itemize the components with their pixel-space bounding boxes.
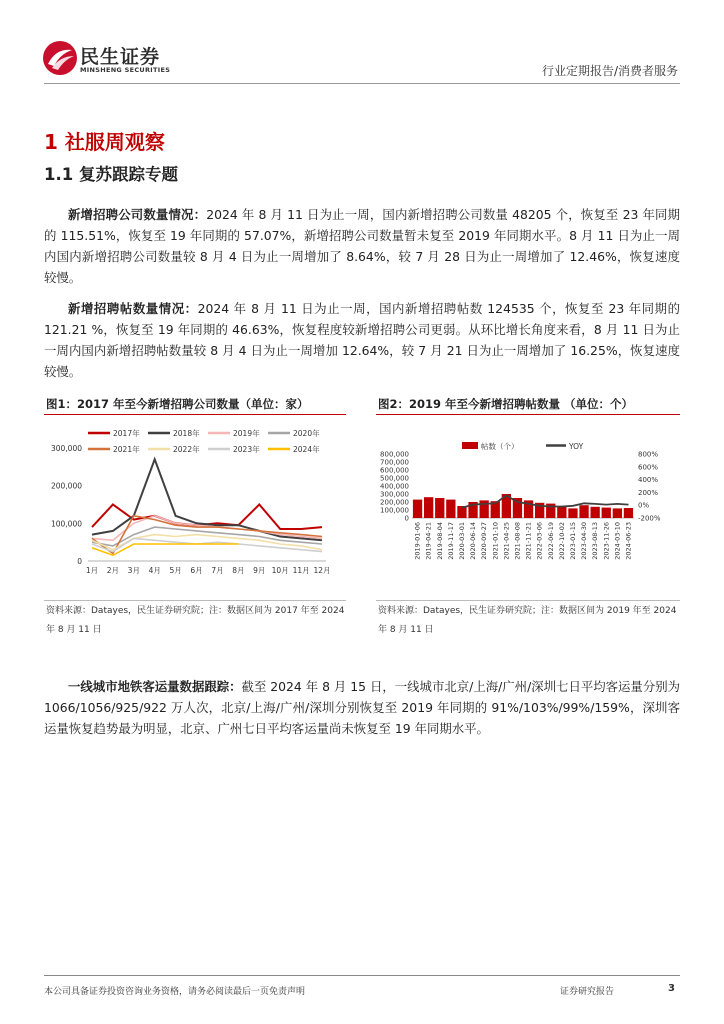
figure2-source-line: 资料来源：Datayes，民生证券研究院；注：数据区间为 2019 年至 2024 — [378, 606, 677, 616]
x-tick-label: 10月 — [271, 566, 289, 575]
legend-label: 2018年 — [173, 429, 200, 438]
y-tick-label: 400,000 — [380, 482, 409, 491]
x-tick-label: 2019-04-21 — [424, 522, 433, 560]
x-tick-label: 2023-11-26 — [602, 522, 611, 560]
x-tick-label: 4月 — [148, 566, 161, 575]
footer-disclaimer: 本公司具备证券投资咨询业务资格，请务必阅读最后一页免责声明 — [44, 987, 306, 997]
paragraph-body: 截至 2024 年 8 月 15 日，一线城市北京/上海/广州/深圳七日平均客运量分别为 1066/1056/925/922 万人次，北京/上海/广州/深圳分别恢复至 2019 年同期的 91%/103%/99%/159%，深圳客运量恢复趋势最为明显，北京、广州七日平均客运量尚未恢复至 19 年同期水平。 — [44, 679, 681, 736]
x-tick-label: 11月 — [292, 566, 310, 575]
y-tick-label: 0 — [77, 557, 82, 566]
y-tick-label: 700,000 — [380, 458, 409, 467]
figure1-chart — [44, 424, 344, 596]
bar — [435, 498, 444, 518]
y2-tick-label: 400% — [638, 476, 659, 485]
paragraph-lead: 一线城市地铁客运量数据跟踪： — [68, 679, 242, 694]
x-tick-label: 1月 — [85, 566, 99, 575]
legend-swatch — [462, 442, 478, 449]
y-tick-label: 200,000 — [50, 481, 82, 491]
x-tick-label: 2022-03-06 — [535, 522, 544, 560]
x-tick-label: 2020-09-27 — [480, 522, 489, 560]
y2-tick-label: 600% — [638, 463, 659, 472]
x-tick-label: 2022-06-19 — [546, 522, 555, 560]
figure2-bottom-rule — [376, 600, 680, 601]
x-tick-label: 7月 — [211, 566, 224, 575]
legend-label: 2021年 — [113, 445, 140, 454]
legend-label: 2023年 — [233, 445, 260, 454]
figure2-chart — [376, 424, 680, 596]
subsection-title: 1.1 复苏跟踪专题 — [44, 165, 178, 184]
report-type: 行业定期报告/消费者服务 — [541, 64, 678, 78]
x-tick-label: 2月 — [106, 566, 120, 575]
x-tick-label: 2021-08-08 — [513, 522, 522, 560]
x-tick-label: 2021-11-21 — [524, 522, 533, 560]
footer-divider — [44, 975, 680, 976]
x-tick-label: 2020-03-01 — [458, 522, 466, 560]
figure1-source-line: 年 8 月 11 日 — [46, 625, 102, 635]
legend-label: YOY — [569, 442, 584, 451]
x-tick-label: 2020-06-14 — [469, 522, 477, 560]
x-tick-label: 2019-08-04 — [435, 522, 444, 560]
y2-tick-label: -200% — [638, 514, 661, 523]
x-tick-label: 2023-04-30 — [580, 522, 589, 560]
paragraph-company-count — [44, 204, 680, 288]
page-number: 3 — [668, 983, 675, 994]
bar — [413, 500, 422, 518]
paragraph-body: 2024 年 8 月 11 日为止一周，国内新增招聘公司数量 48205 个，恢复至 23 年同期的 115.51%，恢复至 19 年同期的 57.07%，新增招聘公司数量暂未复至 2019 年同期水平。8 月 11 日为止一周内国内新增招聘公司数量较 8 月 4 日为止一周增加了 8.64%，较 7 月 28 日为止一周增加了 12.46%，恢复速度较慢。 — [44, 207, 680, 285]
x-tick-label: 2024-06-23 — [624, 522, 633, 560]
y2-tick-label: 200% — [638, 488, 659, 497]
legend-label: 2020年 — [293, 429, 320, 438]
y-tick-label: 100,000 — [380, 506, 409, 515]
bar — [446, 500, 455, 518]
bar — [557, 506, 566, 518]
figure2-title: 图2：2019 年至今新增招聘帖数量 （单位：个） — [378, 397, 634, 411]
x-tick-label: 2023-08-13 — [591, 522, 600, 560]
x-tick-label: 6月 — [190, 566, 203, 575]
x-tick-label: 2019-01-06 — [413, 522, 422, 560]
bar — [568, 508, 577, 518]
x-tick-label: 12月 — [313, 566, 331, 575]
y-tick-label: 0 — [404, 514, 409, 523]
x-tick-label: 2024-03-10 — [613, 522, 622, 560]
figure1-bottom-rule — [44, 600, 346, 601]
legend-label: 2019年 — [233, 429, 260, 438]
x-tick-label: 8月 — [232, 566, 245, 575]
bar — [579, 505, 588, 518]
x-tick-label: 3月 — [127, 566, 140, 575]
paragraph-metro — [44, 676, 680, 739]
x-tick-label: 2022-10-02 — [557, 522, 566, 560]
bar — [424, 497, 433, 518]
x-tick-label: 2023-01-15 — [569, 522, 577, 560]
paragraph-lead: 新增招聘帖数量情况： — [68, 301, 198, 316]
minsheng-logo-icon — [42, 40, 78, 76]
figure2-source-line: 年 8 月 11 日 — [378, 625, 434, 635]
y-tick-label: 600,000 — [380, 466, 409, 475]
y-tick-label: 200,000 — [380, 498, 409, 507]
y-tick-label: 300,000 — [380, 490, 409, 499]
legend-label: 2024年 — [293, 445, 320, 454]
figure2-rule — [376, 414, 680, 415]
bar — [591, 507, 600, 518]
figure1-title: 图1：2017 年至今新增招聘公司数量（单位：家） — [46, 397, 309, 411]
paragraph-body: 2024 年 8 月 11 日为止一周，国内新增招聘帖数 124535 个，恢复至 23 年同期的 121.21 %，恢复至 19 年同期的 46.63%，恢复程度较新增招聘公司更弱。从环比增长角度来看，8 月 11 日为止一周内国内新增招聘帖数量较 8 月 4 日为止一周增加 12.64%，较 7 月 21 日为止一周增加了 16.25%，恢复速度较慢。 — [44, 301, 681, 379]
x-tick-label: 2019-11-17 — [446, 522, 455, 560]
figure1-source-line: 资料来源：Datayes，民生证券研究院；注：数据区间为 2017 年至 2024 — [46, 606, 345, 616]
figure1-source — [46, 602, 346, 640]
header-divider — [44, 83, 680, 84]
figure1-rule — [44, 414, 346, 415]
paragraph-post-count — [44, 298, 680, 382]
y2-tick-label: 800% — [638, 450, 659, 459]
bar — [624, 508, 633, 518]
logo-text-cn: 民生证券 — [80, 46, 161, 68]
bar — [613, 508, 622, 518]
figure2-source — [378, 602, 680, 640]
bar — [602, 508, 611, 518]
y-tick-label: 100,000 — [50, 519, 82, 529]
y2-tick-label: 0% — [638, 501, 650, 510]
paragraph-lead: 新增招聘公司数量情况： — [68, 207, 207, 222]
y-tick-label: 500,000 — [380, 474, 409, 483]
legend-label: 2017年 — [113, 429, 140, 438]
x-tick-label: 2021-01-10 — [491, 522, 500, 560]
series-line-2017年 — [92, 505, 322, 530]
x-tick-label: 5月 — [169, 566, 182, 575]
logo-text-en: MINSHENG SECURITIES — [80, 66, 171, 74]
y-tick-label: 800,000 — [380, 450, 409, 459]
legend-label: 2022年 — [173, 445, 200, 454]
section-title: 1 社服周观察 — [44, 130, 165, 154]
legend-label: 帖数（个） — [481, 442, 519, 451]
y-tick-label: 300,000 — [50, 444, 82, 453]
x-tick-label: 2021-04-25 — [502, 522, 511, 560]
x-tick-label: 9月 — [253, 566, 266, 575]
footer-report-label: 证券研究报告 — [560, 987, 615, 997]
